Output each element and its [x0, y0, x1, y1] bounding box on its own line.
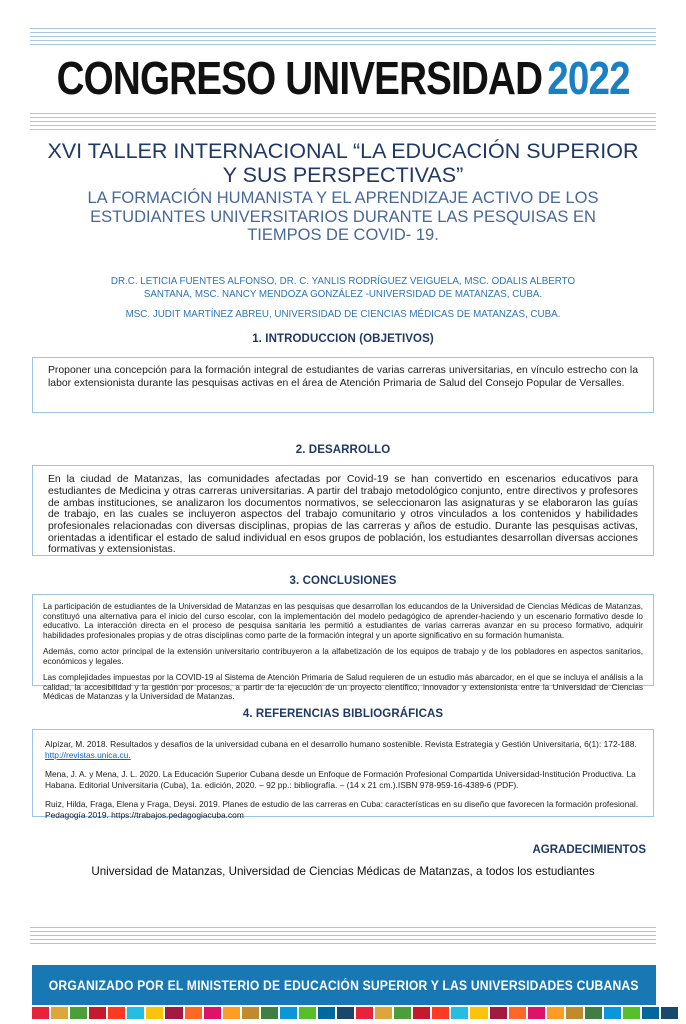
- event-title: XVI TALLER INTERNACIONAL “LA EDUCACIÓN SUPERIOR Y SUS PERSPECTIVAS”: [47, 139, 639, 188]
- sdg-color-square: [356, 1007, 373, 1019]
- sdg-color-square: [604, 1007, 621, 1019]
- sdg-color-square: [32, 1007, 49, 1019]
- introduction-box: Proponer una concepción para la formación integral de estudiantes de varias carreras universitarias, en vínculo estrecho con la labor extensionista durante las pesquisas activas en el área de Atención Primaria de Salud del Consejo Popular de Versalles.: [32, 357, 654, 413]
- decorative-rule-lines-under-wordmark: [30, 113, 656, 130]
- sdg-color-square: [127, 1007, 144, 1019]
- authors-line-2: MSC. JUDIT MARTÍNEZ ABREU, UNIVERSIDAD DE CIENCIAS MÉDICAS DE MATANZAS, CUBA.: [125, 309, 561, 321]
- sdg-color-square: [547, 1007, 564, 1019]
- sdg-color-square: [89, 1007, 106, 1019]
- sdg-color-square: [146, 1007, 163, 1019]
- sdg-color-square: [470, 1007, 487, 1019]
- event-subtitle: LA FORMACIÓN HUMANISTA Y EL APRENDIZAJE ACTIVO DE LOS ESTUDIANTES UNIVERSITARIOS DURANTE LAS PESQUISAS EN TIEMPOS DE COVID- 19.: [87, 189, 599, 244]
- development-box: En la ciudad de Matanzas, las comunidades afectadas por Covid-19 se han convertido en escenarios educativos para estudiantes de Medicina y otras carreras universitarias. A partir del trabajo metodológico conjunto, entre directivos y profesores de ambas instituciones, se analizaron los documentos normativos, se seleccionaron las asignaturas y se elaboraron las guías de trabajo, en las cuales se incluyeron aspectos del trabajo comunitario y otros vinculados a los contenidos y habilidades profesionales relacionadas con diversas disciplinas, propias de las carreras y años de estudio. Durante las pesquisas activas, orientadas a identificar el estado de salud individual en esos grupos de población, los estudiantes desarrollan diversas acciones formativas y extensionistas.: [32, 465, 654, 556]
- acknowledgements-text: Universidad de Matanzas, Universidad de Ciencias Médicas de Matanzas, a todos los estudiantes: [91, 865, 595, 879]
- sdg-color-square: [528, 1007, 545, 1019]
- sdg-color-square: [261, 1007, 278, 1019]
- authors-block: [0, 275, 686, 320]
- sdg-color-square: [661, 1007, 678, 1019]
- sdg-color-square: [318, 1007, 335, 1019]
- section-heading-references: 4. REFERENCIAS BIBLIOGRÁFICAS: [242, 708, 444, 721]
- reference-item: [45, 739, 641, 761]
- conference-poster: [0, 28, 686, 1024]
- acknowledgements-heading: AGRADECIMIENTOS: [532, 844, 646, 857]
- reference-item: [45, 769, 641, 791]
- sdg-color-square: [566, 1007, 583, 1019]
- sdg-color-square: [242, 1007, 259, 1019]
- conclusions-paragraph: Las complejidades impuestas por la COVID-19 al Sistema de Atención Primaria de Salud requieren de un estudio más abarcador, en el que se incluya el análisis a la calidad, la accesibilidad y la gestión por procesos, a partir de la ejecución de un proyecto científico, innovador y extensionista entre la Universidad de Ciencias Médicas de Matanzas y la Universidad de Matanzas.: [43, 673, 643, 702]
- organizer-bar: [32, 965, 656, 1005]
- sdg-color-square: [642, 1007, 659, 1019]
- sdg-color-square: [375, 1007, 392, 1019]
- sdg-color-square: [337, 1007, 354, 1019]
- sdg-color-square: [223, 1007, 240, 1019]
- reference-text: Ruiz, Hilda, Fraga, Elena y Fraga, Deysi. 2019. Planes de estudio de las carreras en Cuba: características en su diseño que favorecen la formación profesional. Pedagogía 2019. https://trabajos.pedagogiacuba.com: [45, 799, 639, 820]
- authors-line-1: DR.C. LETICIA FUENTES ALFONSO, DR. C. YANLIS RODRÍGUEZ VEIGUELA, MSC. ODALIS ALBERTO SANTANA, MSC. NANCY MENDOZA GONZÁLEZ -UNIVERSIDAD DE MATANZAS, CUBA.: [110, 275, 576, 301]
- organizer-bar-text: ORGANIZADO POR EL MINISTERIO DE EDUCACIÓN SUPERIOR Y LAS UNIVERSIDADES CUBANAS: [49, 977, 639, 993]
- sdg-color-square: [585, 1007, 602, 1019]
- sdg-color-square: [623, 1007, 640, 1019]
- section-heading-conclusions: 3. CONCLUSIONES: [289, 575, 397, 588]
- congress-wordmark: [0, 54, 686, 102]
- conclusions-paragraph: Además, como actor principal de la extensión universitario contribuyeron a la alfabetización de los equipos de trabajo y de los pobladores en aspectos sanitarios, económicos y legales.: [43, 647, 643, 666]
- sdg-color-strip: [32, 1007, 678, 1019]
- sdg-color-square: [509, 1007, 526, 1019]
- congress-wordmark-title: CONGRESO UNIVERSIDAD: [56, 52, 542, 104]
- decorative-rule-lines-top: [30, 28, 656, 45]
- sdg-color-square: [280, 1007, 297, 1019]
- section-heading-development: 2. DESARROLLO: [295, 444, 391, 457]
- sdg-color-square: [413, 1007, 430, 1019]
- sdg-color-square: [451, 1007, 468, 1019]
- sdg-color-square: [432, 1007, 449, 1019]
- references-box: [32, 729, 654, 820]
- sdg-color-square: [185, 1007, 202, 1019]
- conclusions-box: [32, 594, 654, 702]
- decorative-rule-lines-footer: [30, 927, 656, 944]
- sdg-color-square: [490, 1007, 507, 1019]
- section-heading-introduction: 1. INTRODUCCION (OBJETIVOS): [252, 333, 434, 346]
- sdg-color-square: [299, 1007, 316, 1019]
- sdg-color-square: [108, 1007, 125, 1019]
- sdg-color-square: [394, 1007, 411, 1019]
- congress-wordmark-year: 2022: [547, 52, 630, 104]
- sdg-color-square: [70, 1007, 87, 1019]
- conclusions-paragraph: La participación de estudiantes de la Universidad de Matanzas en las pesquisas que desarrollan los educandos de la Universidad de Ciencias Médicas de Matanzas, constituyó una alternativa para el inicio del curso escolar, con la implementación del modelo pedagógico de aprender-haciendo y un escenario formativo desde lo educativo. La interacción directa en el proceso de pesquisa sanitaria les permitió a estudiantes de varias carreras avanzar en su proceso formativo, adquirir habilidades profesionales propias y de otras disciplinas como parte de la formación integral y un aporte significativo en su formación humanista.: [43, 602, 643, 640]
- sdg-color-square: [204, 1007, 221, 1019]
- reference-text: Alpízar, M. 2018. Resultados y desafíos de la universidad cubana en el desarrollo humano sostenible. Revista Estrategia y Gestión Universitaria, 6(1): 172-188.: [45, 739, 637, 750]
- sdg-color-square: [165, 1007, 182, 1019]
- reference-link[interactable]: http://revistas.unica.cu.: [45, 750, 131, 761]
- sdg-color-square: [51, 1007, 68, 1019]
- reference-item: [45, 799, 641, 821]
- reference-text: Mena, J. A. y Mena, J. L. 2020. La Educación Superior Cubana desde un Enfoque de Formación Profesional Compartida Universidad-Institución Productiva. La Habana. Editorial Universitaria (Cuba), 1a. edición, 2020. – 92 pp.: bibliografía. – (14 x 21 cm.).ISBN 978-959-16-4389-6 (PDF).: [45, 769, 636, 791]
